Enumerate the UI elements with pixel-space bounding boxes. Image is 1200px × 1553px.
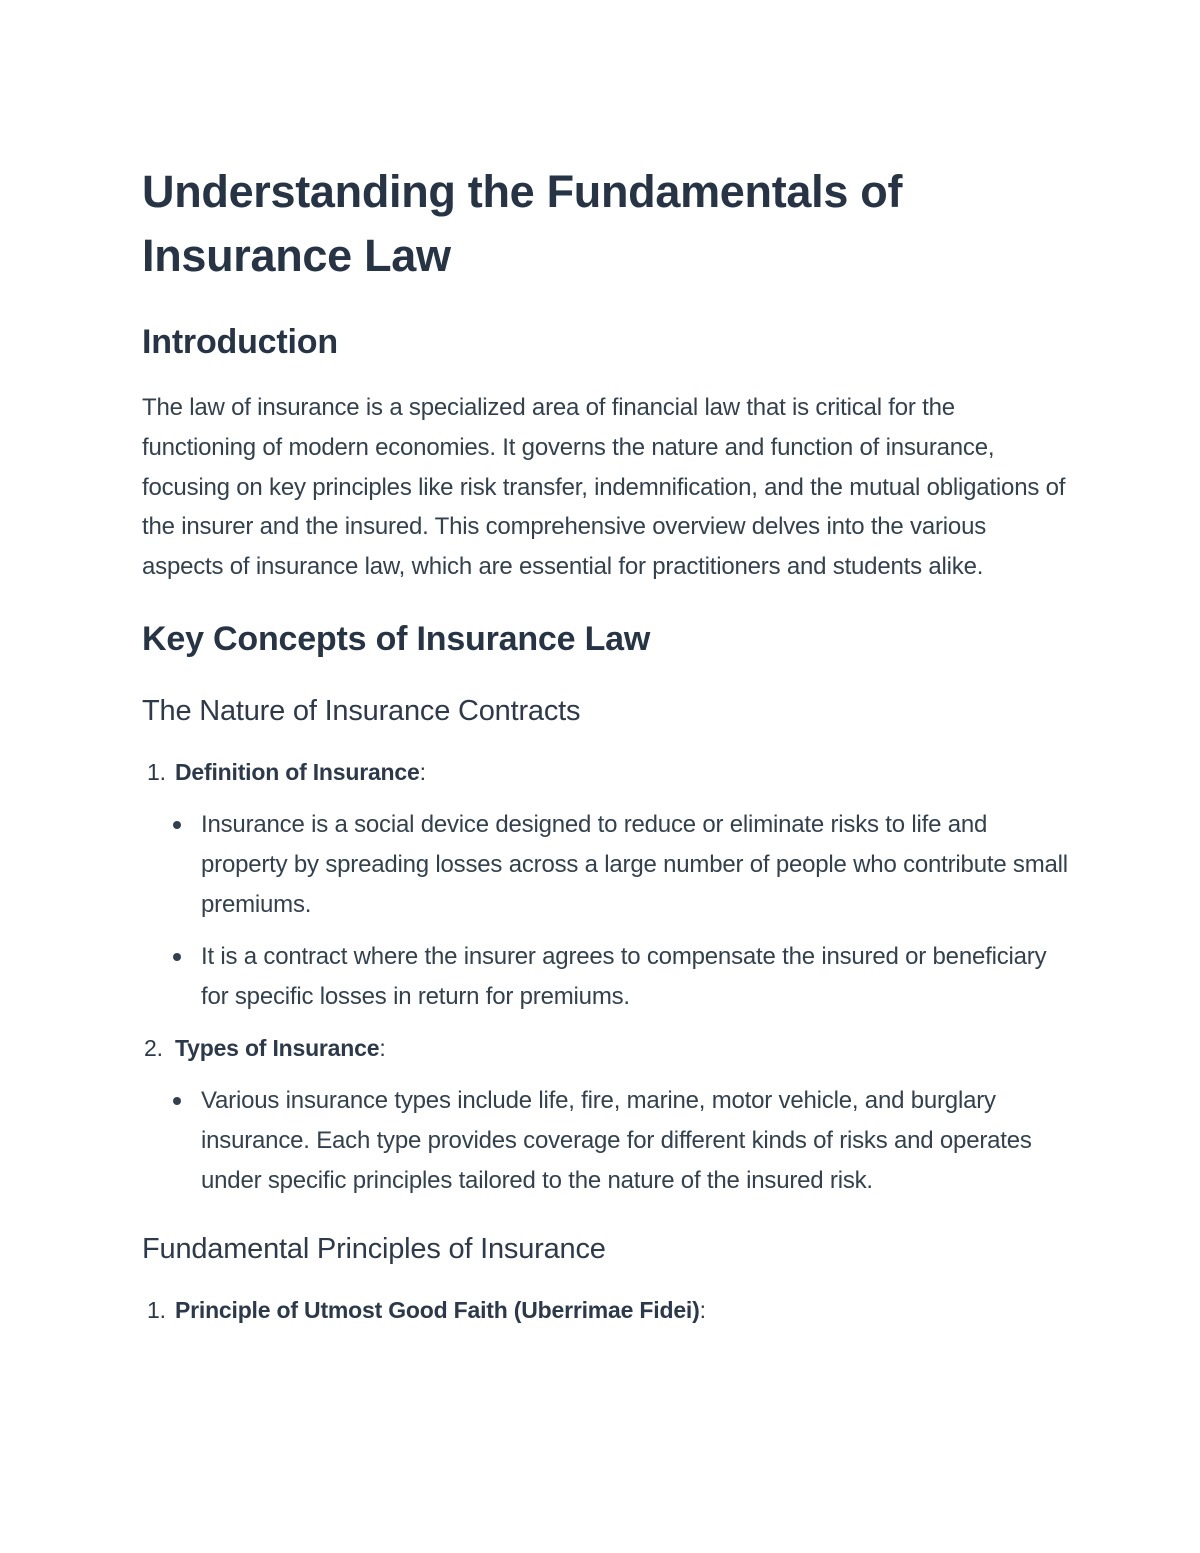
bullet-text: Insurance is a social device designed to reduce or eliminate risks to life and property by spreading losses across a large number of people who contribute small premiums. [201, 810, 1068, 918]
bullet-text: It is a contract where the insurer agrees to compensate the insured or beneficiary for specific losses in return for premiums. [201, 942, 1047, 1010]
numbered-item-types [142, 1029, 1072, 1067]
list-item [142, 1081, 1072, 1201]
list-item [142, 937, 1072, 1017]
item-label: Definition of Insurance [175, 758, 420, 785]
numbered-item-utmost-good-faith [142, 1291, 1072, 1329]
item-number: 1. [147, 1296, 166, 1323]
introduction-paragraph: The law of insurance is a specialized area of financial law that is critical for the functioning of modern economies. It governs the nature and function of insurance, focusing on key principles like risk transfer, indemnification, and the mutual obligations of the insurer and the insured. This comprehensive overview delves into the various aspects of insurance law, which are essential for practitioners and students alike. [142, 394, 1066, 581]
list-item [142, 805, 1072, 925]
bullet-icon [173, 821, 181, 829]
item-number: 2. [144, 1034, 163, 1061]
document-content [142, 160, 1072, 1329]
document-title: Understanding the Fundamentals of Insurance Law [142, 166, 903, 281]
item-number: 1. [147, 758, 166, 785]
bullet-text: Various insurance types include life, fire, marine, motor vehicle, and burglary insurance. Each type provides coverage for different kinds of risks and operates under specific principles tailored to the nature of the insured risk. [201, 1086, 1032, 1194]
item-colon: : [419, 758, 426, 785]
nature-of-contracts-heading: The Nature of Insurance Contracts [142, 694, 581, 727]
bullet-icon [173, 1097, 181, 1105]
item-label: Principle of Utmost Good Faith (Uberrimae Fidei) [175, 1296, 700, 1323]
key-concepts-heading: Key Concepts of Insurance Law [142, 619, 651, 658]
numbered-item-definition [142, 753, 1072, 791]
types-bullet-list [142, 1081, 1072, 1201]
fundamental-principles-heading: Fundamental Principles of Insurance [142, 1232, 606, 1265]
item-colon: : [379, 1034, 386, 1061]
bullet-icon [173, 953, 181, 961]
introduction-heading: Introduction [142, 323, 338, 361]
item-colon: : [699, 1296, 706, 1323]
item-label: Types of Insurance [175, 1034, 380, 1061]
definition-bullet-list [142, 805, 1072, 1017]
